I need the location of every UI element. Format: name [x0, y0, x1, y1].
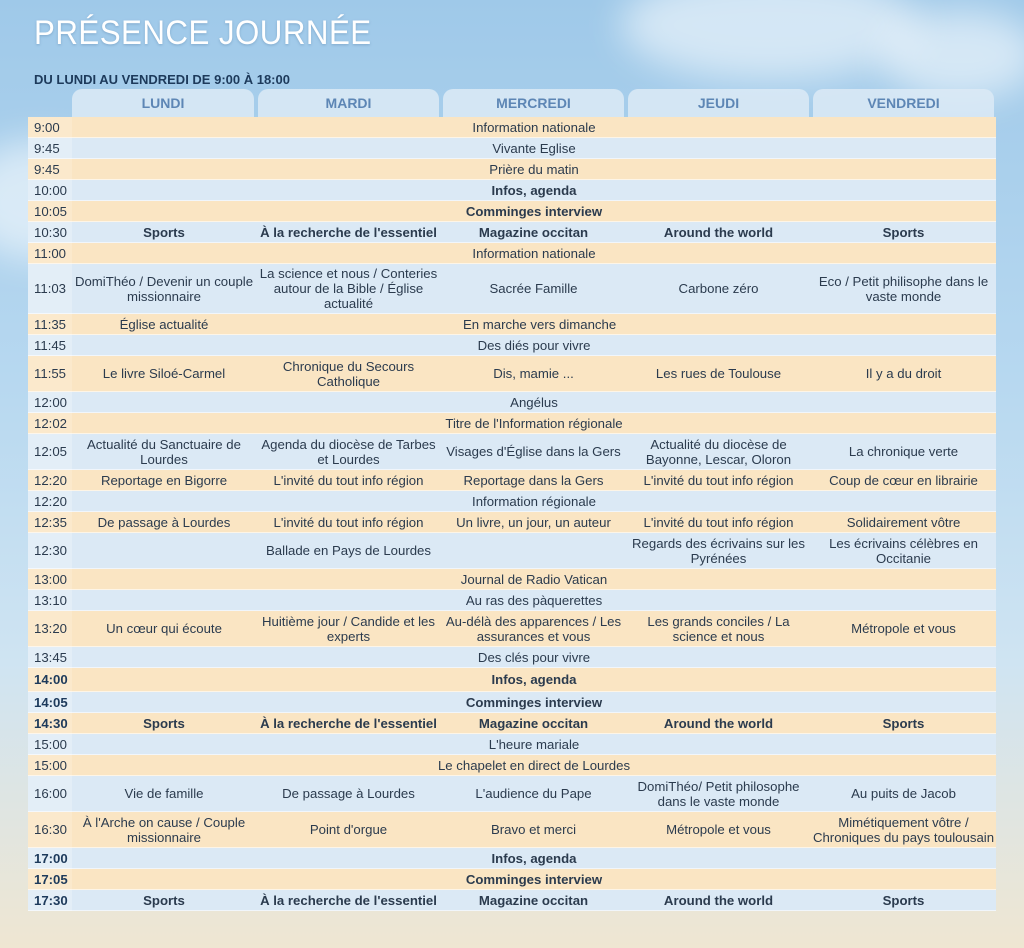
time-cell: 11:55: [28, 356, 72, 392]
program-cell: La chronique verte: [811, 434, 996, 470]
program-cell: L'audience du Pape: [441, 776, 626, 812]
program-cell: Les écrivains célèbres en Occitanie: [811, 533, 996, 569]
time-cell: 9:00: [28, 117, 72, 138]
program-cell: Around the world: [626, 890, 811, 911]
time-cell: 14:30: [28, 713, 72, 734]
program-cell: Reportage dans la Gers: [441, 470, 626, 491]
program-cell-all-days: Des clés pour vivre: [72, 647, 996, 668]
program-cell: Bravo et merci: [441, 812, 626, 848]
program-cell: Métropole et vous: [811, 611, 996, 647]
day-headers: [72, 89, 996, 117]
program-cell: La science et nous / Conteries autour de la Bible / Église actualité: [256, 264, 441, 314]
time-cell: 12:05: [28, 434, 72, 470]
time-cell: 11:45: [28, 335, 72, 356]
program-cell-all-days: Infos, agenda: [72, 848, 996, 869]
time-cell: 14:05: [28, 692, 72, 713]
program-cell-rest-days: En marche vers dimanche: [256, 314, 996, 335]
program-cell: L'invité du tout info région: [626, 470, 811, 491]
program-cell-all-days: Information nationale: [72, 243, 996, 264]
time-cell: 12:30: [28, 533, 72, 569]
program-cell-all-days: Le chapelet en direct de Lourdes: [72, 755, 996, 776]
program-cell-all-days: Au ras des pàquerettes: [72, 590, 996, 611]
program-cell: Visages d'Église dans la Gers: [441, 434, 626, 470]
page-title: PRÉSENCE JOURNÉE: [34, 14, 372, 52]
time-cell: 10:30: [28, 222, 72, 243]
time-cell: 17:30: [28, 890, 72, 911]
program-cell-all-days: Infos, agenda: [72, 180, 996, 201]
time-cell: 15:00: [28, 734, 72, 755]
program-cell: Ballade en Pays de Lourdes: [256, 533, 441, 569]
program-cell: À la recherche de l'essentiel: [256, 890, 441, 911]
program-cell: Actualité du Sanctuaire de Lourdes: [72, 434, 256, 470]
day-header-jeudi: JEUDI: [628, 89, 809, 135]
program-cell-all-days: Prière du matin: [72, 159, 996, 180]
program-cell: Sports: [811, 890, 996, 911]
program-cell-all-days: Des diés pour vivre: [72, 335, 996, 356]
time-cell: 13:20: [28, 611, 72, 647]
program-cell: Solidairement vôtre: [811, 512, 996, 533]
program-cell-all-days: Titre de l'Information régionale: [72, 413, 996, 434]
program-cell: Le livre Siloé-Carmel: [72, 356, 256, 392]
program-cell: Regards des écrivains sur les Pyrénées: [626, 533, 811, 569]
time-cell: 10:00: [28, 180, 72, 201]
time-cell: 11:35: [28, 314, 72, 335]
program-cell: Chronique du Secours Catholique: [256, 356, 441, 392]
program-cell: Sports: [811, 222, 996, 243]
time-cell: 9:45: [28, 159, 72, 180]
time-cell: 12:20: [28, 470, 72, 491]
time-cell: 9:45: [28, 138, 72, 159]
time-cell: 13:45: [28, 647, 72, 668]
program-cell: Sports: [72, 890, 256, 911]
time-cell: 11:03: [28, 264, 72, 314]
program-cell: Around the world: [626, 222, 811, 243]
time-cell: 13:00: [28, 569, 72, 590]
program-cell: Reportage en Bigorre: [72, 470, 256, 491]
schedule-grid: [28, 117, 996, 911]
time-cell: 12:00: [28, 392, 72, 413]
time-cell: 17:05: [28, 869, 72, 890]
program-cell: Sports: [72, 713, 256, 734]
program-cell: L'invité du tout info région: [256, 470, 441, 491]
program-cell-all-days: Comminges interview: [72, 692, 996, 713]
program-cell: À la recherche de l'essentiel: [256, 713, 441, 734]
program-cell-all-days: Vivante Eglise: [72, 138, 996, 159]
program-cell: De passage à Lourdes: [256, 776, 441, 812]
program-cell: Sports: [72, 222, 256, 243]
program-cell: Point d'orgue: [256, 812, 441, 848]
time-cell: 10:05: [28, 201, 72, 222]
program-cell: De passage à Lourdes: [72, 512, 256, 533]
program-cell-all-days: L'heure mariale: [72, 734, 996, 755]
time-cell: 16:00: [28, 776, 72, 812]
program-cell: Around the world: [626, 713, 811, 734]
program-cell: Magazine occitan: [441, 890, 626, 911]
time-cell: 12:35: [28, 512, 72, 533]
time-cell: 11:00: [28, 243, 72, 264]
program-cell: Vie de famille: [72, 776, 256, 812]
program-cell: Magazine occitan: [441, 713, 626, 734]
program-cell-all-days: Comminges interview: [72, 869, 996, 890]
program-cell-all-days: Information nationale: [72, 117, 996, 138]
program-cell: Coup de cœur en librairie: [811, 470, 996, 491]
program-cell: [441, 533, 626, 569]
program-cell: Un livre, un jour, un auteur: [441, 512, 626, 533]
program-cell: Église actualité: [72, 314, 256, 335]
program-cell: Carbone zéro: [626, 264, 811, 314]
program-cell: À la recherche de l'essentiel: [256, 222, 441, 243]
time-cell: 17:00: [28, 848, 72, 869]
day-header-mercredi: MERCREDI: [443, 89, 624, 135]
time-cell: 15:00: [28, 755, 72, 776]
day-header-lundi: LUNDI: [72, 89, 254, 135]
program-cell-all-days: Comminges interview: [72, 201, 996, 222]
program-cell: Au-délà des apparences / Les assurances et vous: [441, 611, 626, 647]
time-cell: 13:10: [28, 590, 72, 611]
program-cell-all-days: Journal de Radio Vatican: [72, 569, 996, 590]
program-cell-all-days: Angélus: [72, 392, 996, 413]
program-cell: Un cœur qui écoute: [72, 611, 256, 647]
program-cell: Magazine occitan: [441, 222, 626, 243]
program-cell: Au puits de Jacob: [811, 776, 996, 812]
program-cell-all-days: Information régionale: [72, 491, 996, 512]
time-cell: 16:30: [28, 812, 72, 848]
page-subtitle: DU LUNDI AU VENDREDI DE 9:00 À 18:00: [34, 72, 290, 87]
program-cell-all-days: Infos, agenda: [72, 668, 996, 692]
program-cell: Mimétiquement vôtre / Chroniques du pays toulousain: [811, 812, 996, 848]
program-cell: Il y a du droit: [811, 356, 996, 392]
day-header-vendredi: VENDREDI: [813, 89, 994, 135]
program-cell: [72, 533, 256, 569]
program-cell: Huitième jour / Candide et les experts: [256, 611, 441, 647]
program-cell: L'invité du tout info région: [626, 512, 811, 533]
program-cell: L'invité du tout info région: [256, 512, 441, 533]
program-cell: Métropole et vous: [626, 812, 811, 848]
program-cell: Les rues de Toulouse: [626, 356, 811, 392]
program-cell: Agenda du diocèse de Tarbes et Lourdes: [256, 434, 441, 470]
program-cell: À l'Arche on cause / Couple missionnaire: [72, 812, 256, 848]
program-cell: Sacrée Famille: [441, 264, 626, 314]
program-cell: DomiThéo/ Petit philosophe dans le vaste monde: [626, 776, 811, 812]
program-cell: Eco / Petit philisophe dans le vaste monde: [811, 264, 996, 314]
program-cell: Les grands conciles / La science et nous: [626, 611, 811, 647]
program-cell: DomiThéo / Devenir un couple missionnaire: [72, 264, 256, 314]
time-cell: 12:02: [28, 413, 72, 434]
day-header-mardi: MARDI: [258, 89, 439, 135]
program-cell: Actualité du diocèse de Bayonne, Lescar, Oloron: [626, 434, 811, 470]
time-cell: 14:00: [28, 668, 72, 692]
program-cell: Sports: [811, 713, 996, 734]
program-cell: Dis, mamie ...: [441, 356, 626, 392]
time-cell: 12:20: [28, 491, 72, 512]
